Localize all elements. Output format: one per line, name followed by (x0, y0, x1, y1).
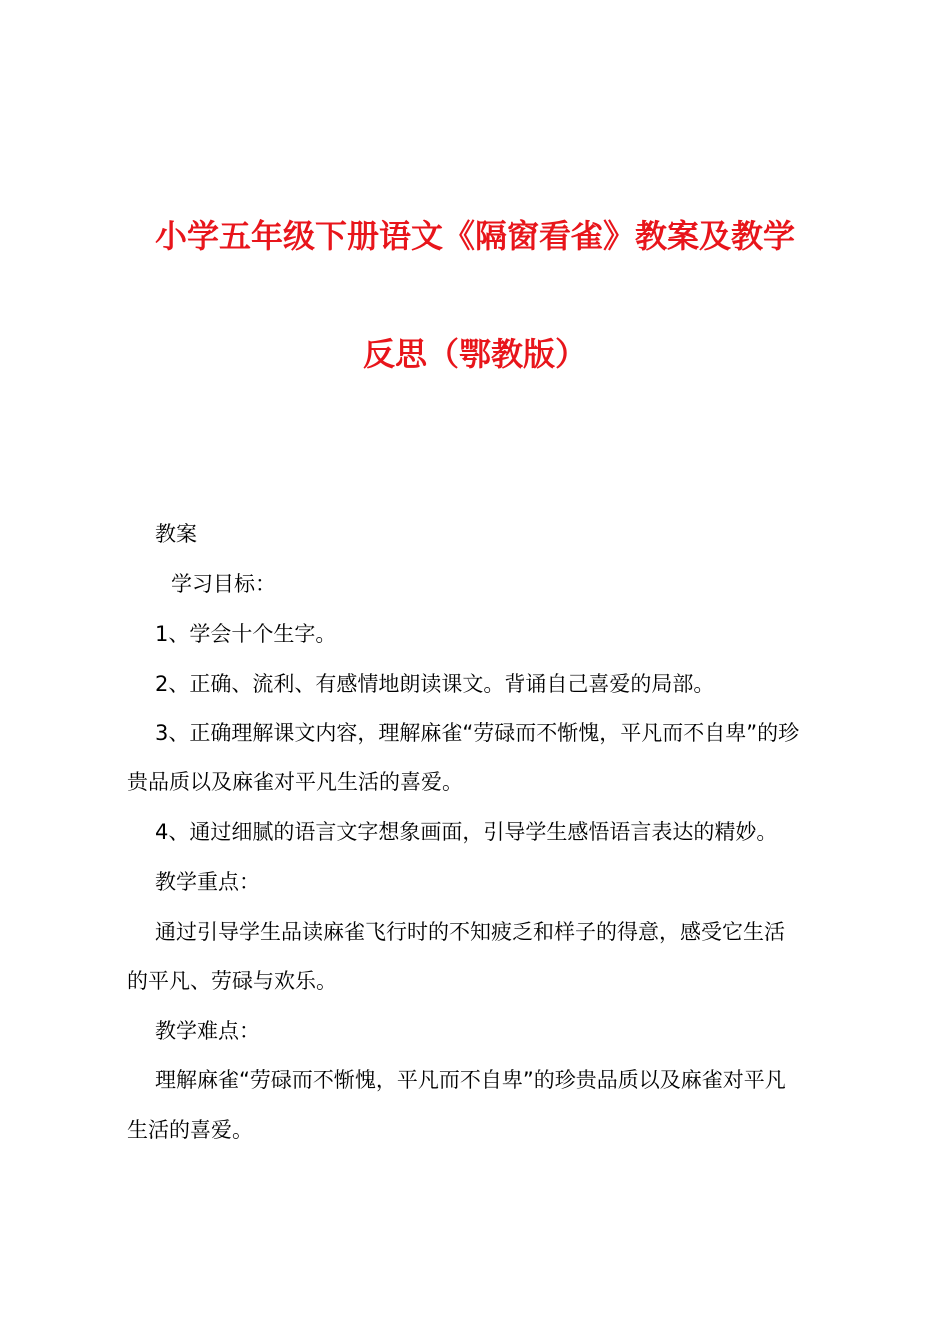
objective-2: 2、正确、流利、有感情地朗读课文。背诵自己喜爱的局部。 (155, 672, 715, 696)
difficulty-line-2: 生活的喜爱。 (127, 1118, 253, 1142)
objective-4: 4、通过细腻的语言文字想象画面，引导学生感悟语言表达的精妙。 (155, 820, 778, 844)
key-point-line-1: 通过引导学生品读麻雀飞行时的不知疲乏和样子的得意，感受它生活 (155, 920, 785, 944)
difficulty-heading: 教学难点： (155, 1019, 260, 1043)
difficulty-line-1: 理解麻雀“劳碌而不惭愧，平凡而不自卑”的珍贵品质以及麻雀对平凡 (155, 1068, 786, 1092)
objectives-heading: 学习目标： (171, 572, 276, 596)
objective-1: 1、学会十个生字。 (155, 622, 337, 646)
section-heading: 教案 (155, 522, 197, 546)
key-point-line-2: 的平凡、劳碌与欢乐。 (127, 969, 337, 993)
document-title-line-1: 小学五年级下册语文《隔窗看雀》教案及教学 (154, 217, 795, 255)
objective-3-line-1: 3、正确理解课文内容，理解麻雀“劳碌而不惭愧，平凡而不自卑”的珍 (155, 721, 800, 745)
document-title-line-2: 反思（鄂教版） (362, 335, 587, 373)
objective-3-line-2: 贵品质以及麻雀对平凡生活的喜爱。 (127, 770, 463, 794)
key-point-heading: 教学重点： (155, 870, 260, 894)
